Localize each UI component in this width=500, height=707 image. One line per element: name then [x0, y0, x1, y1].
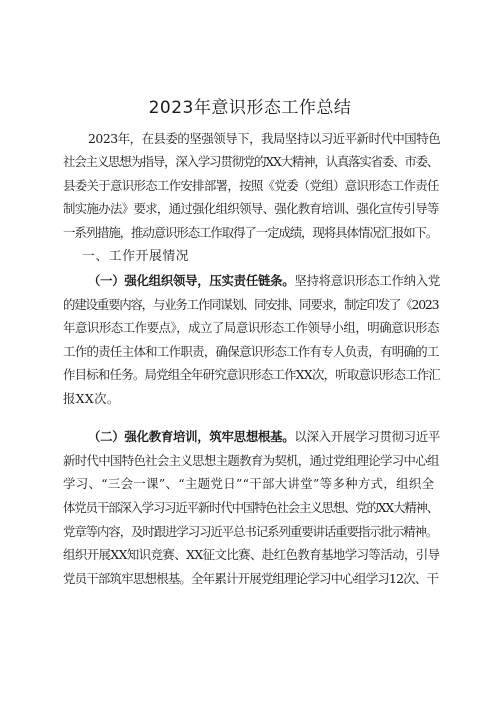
body-line: 报XX次。	[63, 391, 120, 406]
intro-line: 2023年，在县委的坚强领导下，我局坚持以习近平新时代中国特色	[88, 131, 441, 146]
body-line: 工作的责任主体和工作职责，确保意识形态工作有专人负责，有明确的工	[63, 344, 439, 359]
subsection-lead: （一）强化组织领导，压实责任链条。	[88, 273, 295, 288]
body-line: 体党员干部深入学习习近平新时代中国特色社会主义思想、党的XX大精神、	[63, 500, 439, 515]
body-line: 新时代中国特色社会主义思想主题教育为契机，通过党组理论学习中心组	[63, 453, 439, 468]
body-line: 党员干部筑牢思想根基。全年累计开展党组理论学习中心组学习12次、干	[63, 571, 439, 586]
body-line: 年意识形态工作要点》，成立了局意识形态工作领导小组，明确意识形态	[63, 320, 439, 335]
document-title: 2023年意识形态工作总结	[148, 98, 352, 118]
body-line: 作目标和任务。局党组全年研究意识形态工作XX次，听取意识形态工作汇	[63, 367, 441, 382]
body-line: 的建设重要内容，与业务工作同谋划、同安排、同要求，制定印发了《2023	[63, 297, 439, 312]
subsection-first-line	[88, 431, 440, 443]
subsection-text: 坚持将意识形态工作纳入党	[294, 273, 441, 288]
body-line: 党章等内容，及时跟进学习习近平总书记系列重要讲话重要指示批示精神。	[63, 524, 438, 539]
subsection-lead: （二）强化教育培训，筑牢思想根基。	[88, 429, 295, 444]
intro-line: 社会主义思想为指导，深入学习贯彻党的XX大精神，认真落实省委、市委、	[63, 154, 439, 169]
subsection-text: 以深入开展学习贯彻习近平	[294, 429, 441, 444]
body-line: 组织开展XX知识竞赛、XX征文比赛、赴红色教育基地学习等活动，引导	[63, 547, 440, 562]
body-line: 学习、“三会一课”、“主题党日”“干部大讲堂”等多种方式，组织全	[63, 476, 435, 491]
intro-line: 一系列措施，推动意识形态工作取得了一定成绩，现将具体情况汇报如下。	[63, 225, 438, 240]
subsection-first-line	[88, 275, 440, 287]
intro-line: 县委关于意识形态工作安排部署，按照《党委（党组）意识形态工作责任	[63, 178, 439, 193]
section-heading: 一、工作开展情况	[82, 249, 190, 264]
intro-line: 制实施办法》要求，通过强化组织领导、强化教育培训、强化宣传引导等	[63, 201, 439, 216]
